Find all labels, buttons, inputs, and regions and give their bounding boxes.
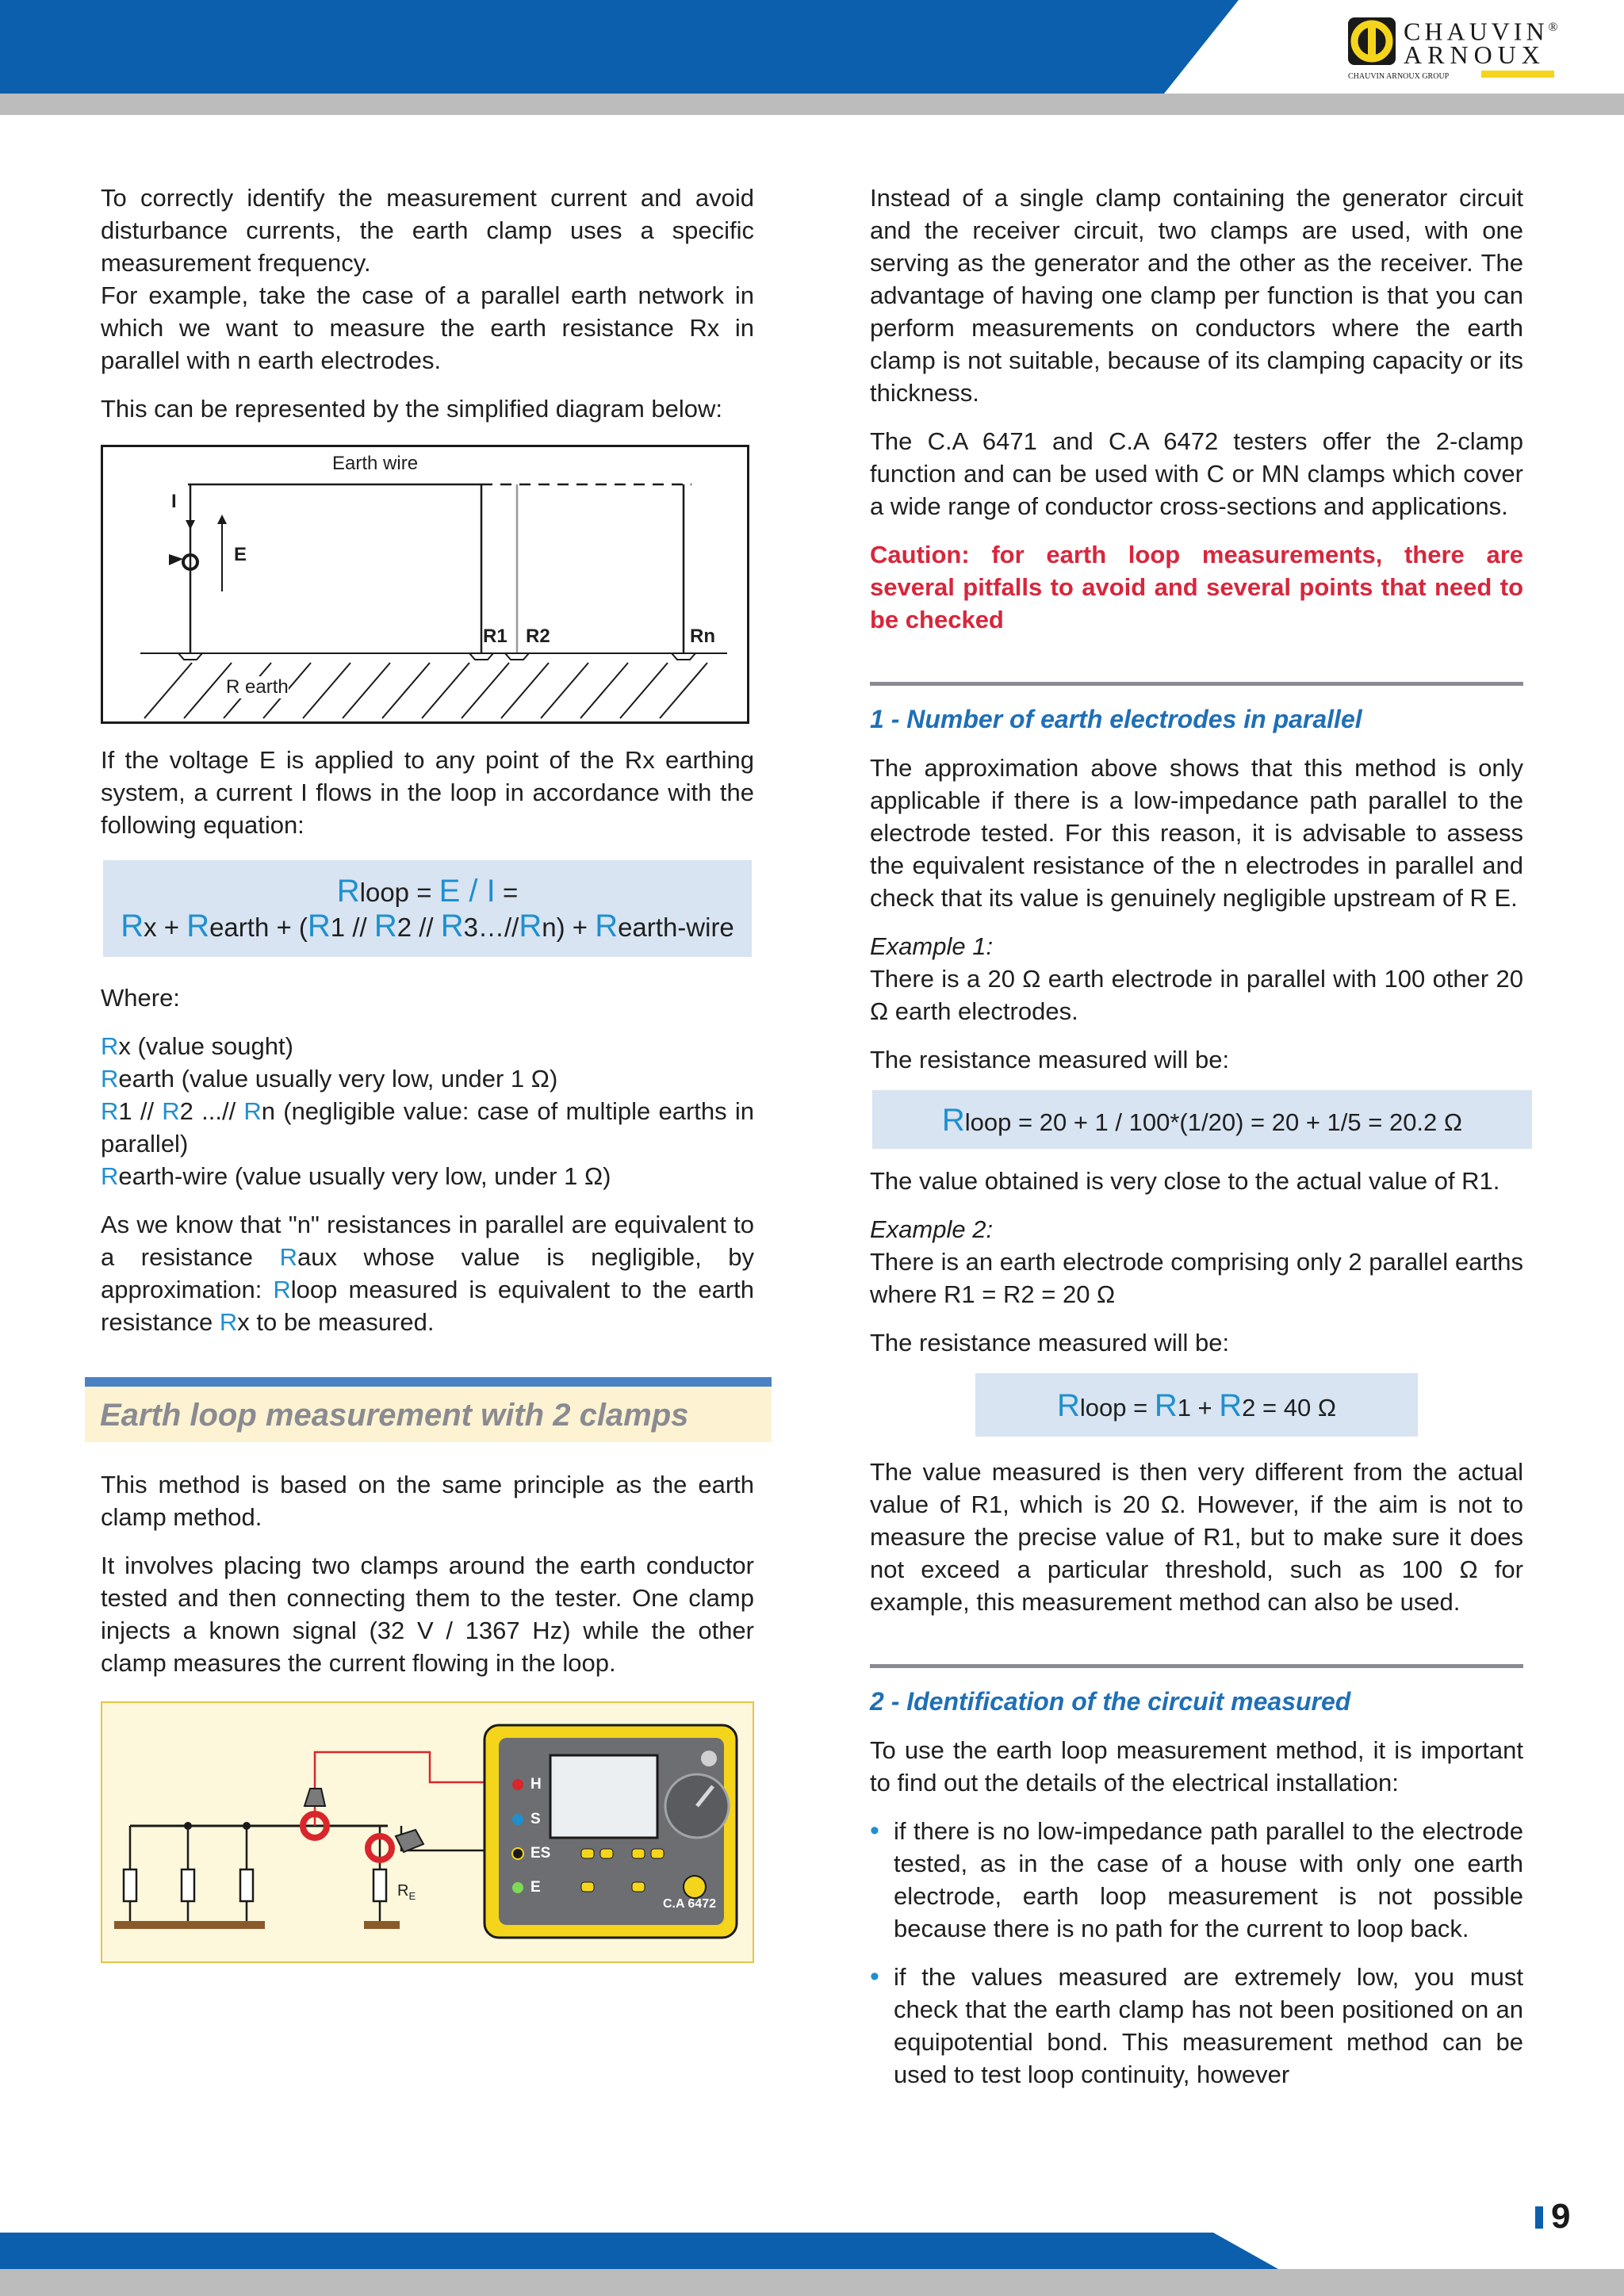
left-p5: As we know that "n" resistances in parallel are equivalent to a resistance Raux whose value is negligible, by approximation: Rloop measured is equivalent to the earth resistance Rx to be measured. [101,1211,754,1336]
header-grey-band [0,94,1624,115]
jack-label-s: S [530,1811,541,1827]
red-lead [315,1752,507,1826]
example-2-text: There is an earth electrode comprising only 2 parallel earths where R1 = R2 = 20 Ω [870,1248,1523,1308]
section-heading-2-clamps [85,1377,772,1445]
page-number-marker [1535,2206,1543,2229]
jack-label-es: ES [530,1845,551,1862]
brand-name-1: CHAUVIN [1404,17,1549,46]
two-clamp-diagram [101,1701,754,1963]
section-heading-rule [85,1377,772,1387]
example-2-label: Example 2: [870,1215,994,1243]
example-1-text: There is a 20 Ω earth electrode in parallel with 100 other 20 Ω earth electrodes. [870,965,1523,1025]
section-1-rule [870,682,1523,686]
example-1-label: Example 1: [870,932,994,960]
jack-label-h: H [530,1776,542,1793]
right-column [870,182,1523,2107]
earth-network-diagram [101,445,749,724]
left-p1: To correctly identify the measurement current and avoid disturbance currents, the earth clamp uses a specific measurement frequency. [101,184,754,277]
label-i: I [171,491,177,512]
example-2-measured: The resistance measured will be: [870,1329,1230,1357]
resistor-2 [182,1869,194,1901]
left-p3: This can be represented by the simplified diagram below: [101,395,723,423]
section-heading-title: Earth loop measurement with 2 clamps [85,1387,772,1442]
left-bottom-block [101,1468,754,1695]
example-1-formula: Rloop = 20 + 1 / 100*(1/20) = 20 + 1/5 = 20.2 Ω [872,1090,1532,1149]
tester-screen [550,1755,657,1838]
label-re: $R_E$ [397,1882,416,1902]
brand-logo [1346,14,1576,82]
left-p6: This method is based on the same principle as the earth clamp method. [101,1471,754,1531]
section-2-rule [870,1664,1523,1668]
resistor-3 [240,1869,253,1901]
bullet-item: • if the values measured are extremely low, you must check that the earth clamp has not been positioned on an equipotential bond. This measurement method can be used to test loop continuity, however [870,1961,1523,2091]
left-p4: If the voltage E is applied to any point of the Rx earthing system, a current I flows in the loop in accordance with the following equation: [101,746,754,839]
receiver-clamp-icon [368,1830,423,1860]
brand-registered: ® [1548,21,1562,34]
example-2-formula: Rloop = R1 + R2 = 40 Ω [975,1373,1418,1437]
section-2-bullets [870,1815,1523,2091]
section-2-p1: To use the earth loop measurement method, it is important to find out the details of the electrical installation: [870,1736,1523,1797]
footer-blue-band [0,2233,1278,2269]
tester-start-button [684,1876,706,1898]
label-r1: R1 [483,626,508,647]
left-p7: It involves placing two clamps around the earth conductor tested and then connecting them to the tester. One clamp injects a known signal (32 V / 1367 Hz) while the other clamp measures the current flowing in the loop. [101,1552,754,1677]
jack-h [512,1779,523,1790]
brand-group: CHAUVIN ARNOUX GROUP [1348,68,1546,81]
logo-mark-icon [1346,16,1397,67]
generator-clamp-icon [303,1789,327,1838]
example-1-after: The value obtained is very close to the actual value of R1. [870,1167,1500,1195]
def-rx: Rx (value sought) [101,1032,293,1060]
label-r-earth: R earth [226,676,289,698]
resistor-1 [124,1869,136,1901]
def-rearth-wire: Rearth-wire (value usually very low, under 1 Ω) [101,1162,611,1190]
ground-bar-right [364,1921,400,1929]
label-earth-wire: Earth wire [332,453,419,474]
formula-line-1: Rloop = E / I = [336,874,519,909]
label-rn: Rn [690,626,715,647]
brand-yellow-bar [1481,71,1554,78]
jack-label-e: E [530,1879,541,1896]
footer-grey-band [0,2269,1624,2296]
resistor-re [373,1869,386,1901]
bullet-item: • if there is no low-impedance path parallel to the electrode tested, as in the case of a house with only one earth electrode, earth loop measurement is not possible because there is no path for the current to loop back. [870,1815,1523,1945]
label-r2: R2 [526,626,550,647]
header-blue-band [0,0,1239,94]
jack-es [512,1848,523,1859]
def-r-parallel: R1 // R2 ...// Rn (negligible value: case of multiple earths in parallel) [101,1097,754,1158]
ground-bar-left [114,1921,265,1929]
section-2-title: 2 - Identification of the circuit measured [870,1687,1351,1716]
right-p1: Instead of a single clamp containing the generator circuit and the receiver circuit, two clamps are used, with one serving as the generator and the other as the receiver. The advantage of having one clamp per function is that you can perform measurements on conductors where the earth clamp is not suitable, because of its clamping capacity or its thickness. [870,184,1523,407]
jack-e [512,1882,523,1893]
section-1-p1: The approximation above shows that this method is only applicable if there is a low-impedance path parallel to the electrode tested. For this reason, it is advisable to assess the equivalent resistance of the n electrodes in parallel and check that its value is genuinely negligible upstream of R E. [870,754,1523,912]
jack-s [512,1814,523,1825]
left-defs-block [101,982,754,1354]
formula-line-2: Rx + Rearth + (R1 // R2 // R3…//Rn) + Rearth-wire [121,909,734,943]
left-p4-block [101,744,754,857]
left-p2: For example, take the case of a parallel earth network in which we want to measure the earth resistance Rx in parallel with n earth electrodes. [101,281,754,374]
example-2-after: The value measured is then very different from the actual value of R1, which is 20 Ω. However, if the aim is not to measure the precise value of R1, but to make sure it does not exceed a particular threshold, such as 100 Ω for example, this measurement method can also be used. [870,1458,1523,1616]
example-1-measured: The resistance measured will be: [870,1046,1230,1073]
caution-text: Caution: for earth loop measurements, there are several pitfalls to avoid and several points that need to be checked [870,541,1523,633]
brand-name-2: ARNOUX [1404,40,1545,69]
left-column [101,182,754,441]
footer-bar [0,2231,1624,2296]
section-1-title: 1 - Number of earth electrodes in parallel [870,705,1362,733]
def-rearth: Rearth (value usually very low, under 1 Ω) [101,1065,558,1093]
tester-model: C.A 6472 [663,1897,716,1911]
where-label: Where: [101,984,180,1012]
right-p2: The C.A 6471 and C.A 6472 testers offer the 2-clamp function and can be used with C or MN clamps which cover a wide range of conductor cross-sections and applications. [870,427,1523,520]
label-e: E [234,544,247,565]
loop-formula-box [103,860,752,957]
